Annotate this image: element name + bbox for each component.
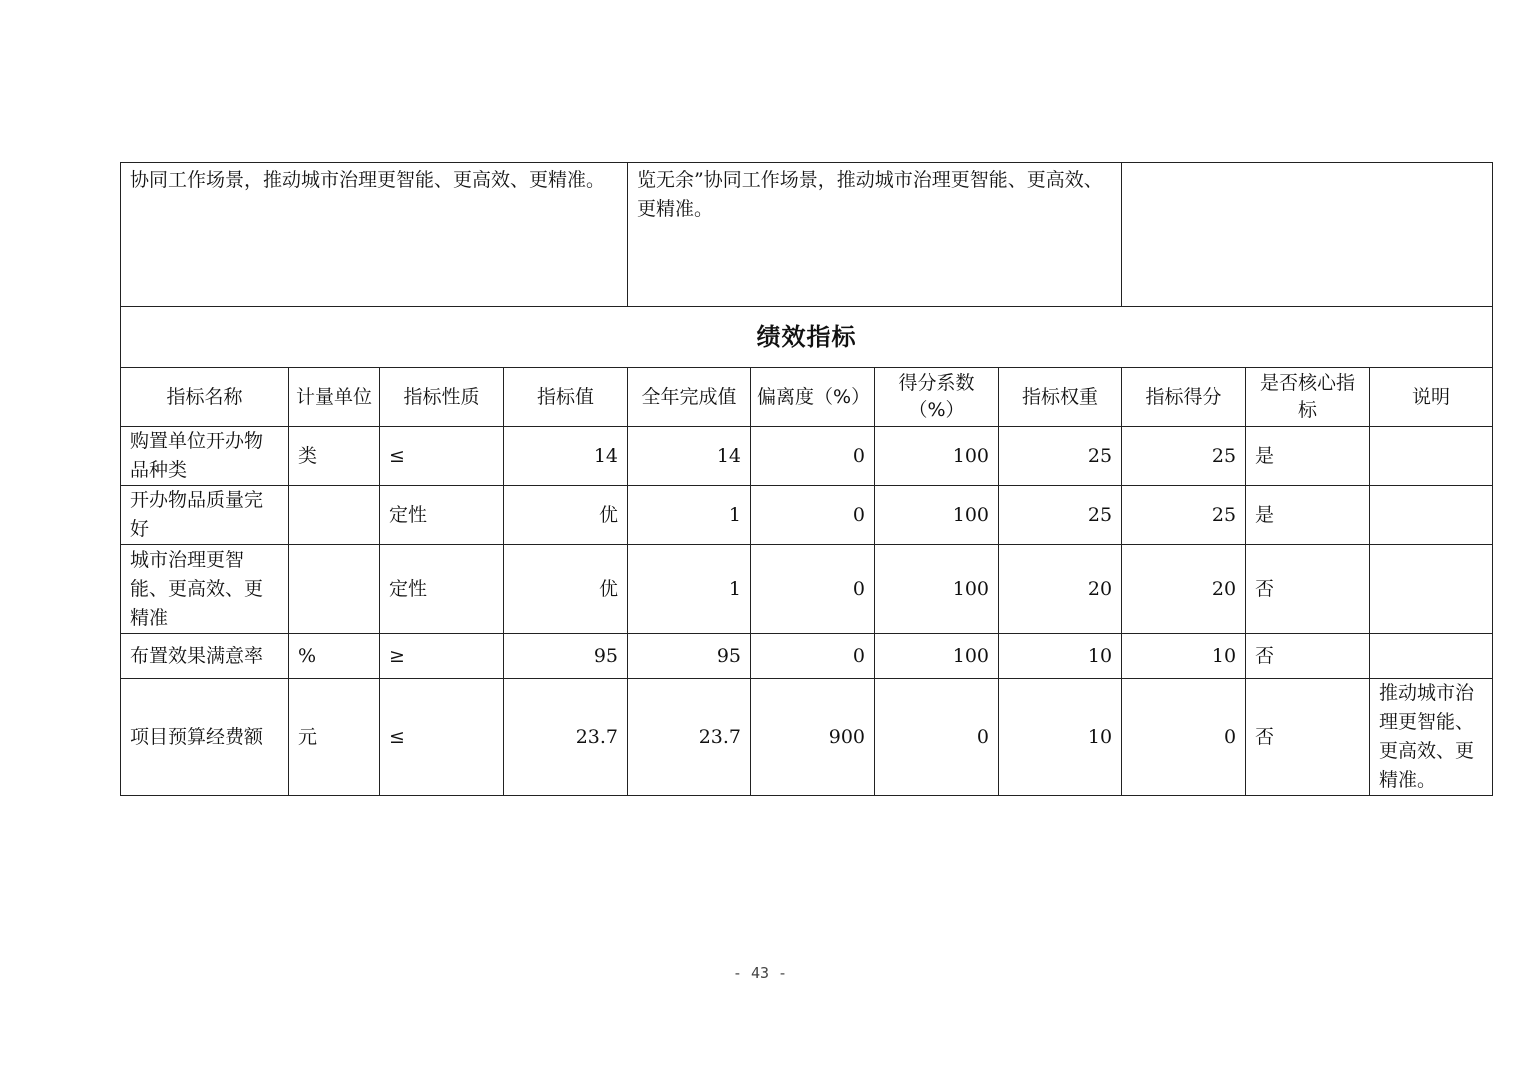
header-name: 指标名称 [121, 368, 289, 427]
section-title: 绩效指标 [121, 307, 1493, 368]
table-row [121, 486, 1493, 545]
cell-core: 是 [1246, 427, 1370, 486]
header-weight: 指标权重 [999, 368, 1122, 427]
cell-note [1370, 427, 1493, 486]
cell-name: 项目预算经费额 [121, 679, 289, 796]
cell-weight: 25 [999, 486, 1122, 545]
cell-note [1370, 545, 1493, 634]
header-unit: 计量单位 [289, 368, 380, 427]
header-row [121, 368, 1493, 427]
cell-core: 否 [1246, 545, 1370, 634]
cell-nature: 定性 [380, 545, 504, 634]
cell-value: 优 [504, 545, 628, 634]
header-deviation: 偏离度（%） [751, 368, 875, 427]
header-core: 是否核心指标 [1246, 368, 1370, 427]
cell-value: 23.7 [504, 679, 628, 796]
top-text-cell-1: 协同工作场景，推动城市治理更智能、更高效、更精准。 [121, 163, 628, 307]
cell-coef: 100 [875, 427, 999, 486]
cell-name: 开办物品质量完好 [121, 486, 289, 545]
cell-unit [289, 486, 380, 545]
cell-nature: ≤ [380, 679, 504, 796]
cell-coef: 100 [875, 486, 999, 545]
cell-weight: 20 [999, 545, 1122, 634]
cell-unit: % [289, 634, 380, 679]
performance-sheet [120, 162, 1492, 796]
cell-core: 是 [1246, 486, 1370, 545]
cell-note [1370, 634, 1493, 679]
cell-deviation: 0 [751, 545, 875, 634]
cell-deviation: 0 [751, 486, 875, 545]
cell-nature: ≤ [380, 427, 504, 486]
table-row [121, 679, 1493, 796]
cell-note: 推动城市治理更智能、更高效、更精准。 [1370, 679, 1493, 796]
cell-deviation: 0 [751, 427, 875, 486]
cell-annual: 95 [628, 634, 751, 679]
performance-table [120, 162, 1493, 796]
cell-note [1370, 486, 1493, 545]
cell-deviation: 0 [751, 634, 875, 679]
table-row [121, 634, 1493, 679]
cell-annual: 23.7 [628, 679, 751, 796]
cell-core: 否 [1246, 634, 1370, 679]
cell-weight: 10 [999, 634, 1122, 679]
header-annual: 全年完成值 [628, 368, 751, 427]
cell-unit: 类 [289, 427, 380, 486]
cell-score: 0 [1122, 679, 1246, 796]
cell-score: 25 [1122, 486, 1246, 545]
cell-value: 95 [504, 634, 628, 679]
top-text-cell-2: 览无余”协同工作场景，推动城市治理更智能、更高效、更精准。 [628, 163, 1122, 307]
cell-value: 14 [504, 427, 628, 486]
page-number: - 43 - [732, 964, 788, 982]
cell-nature: 定性 [380, 486, 504, 545]
cell-value: 优 [504, 486, 628, 545]
cell-name: 布置效果满意率 [121, 634, 289, 679]
top-text-row [121, 163, 1493, 307]
cell-coef: 100 [875, 545, 999, 634]
cell-unit [289, 545, 380, 634]
cell-nature: ≥ [380, 634, 504, 679]
cell-weight: 25 [999, 427, 1122, 486]
table-row [121, 427, 1493, 486]
cell-annual: 1 [628, 545, 751, 634]
cell-annual: 1 [628, 486, 751, 545]
cell-coef: 100 [875, 634, 999, 679]
cell-name: 购置单位开办物品种类 [121, 427, 289, 486]
cell-score: 10 [1122, 634, 1246, 679]
header-score: 指标得分 [1122, 368, 1246, 427]
top-text-cell-3 [1122, 163, 1493, 307]
header-note: 说明 [1370, 368, 1493, 427]
cell-score: 20 [1122, 545, 1246, 634]
table-row [121, 545, 1493, 634]
header-nature: 指标性质 [380, 368, 504, 427]
cell-weight: 10 [999, 679, 1122, 796]
header-coef: 得分系数（%） [875, 368, 999, 427]
cell-annual: 14 [628, 427, 751, 486]
cell-deviation: 900 [751, 679, 875, 796]
cell-name: 城市治理更智能、更高效、更精准 [121, 545, 289, 634]
cell-core: 否 [1246, 679, 1370, 796]
cell-coef: 0 [875, 679, 999, 796]
cell-score: 25 [1122, 427, 1246, 486]
header-value: 指标值 [504, 368, 628, 427]
section-title-row [121, 307, 1493, 368]
cell-unit: 元 [289, 679, 380, 796]
